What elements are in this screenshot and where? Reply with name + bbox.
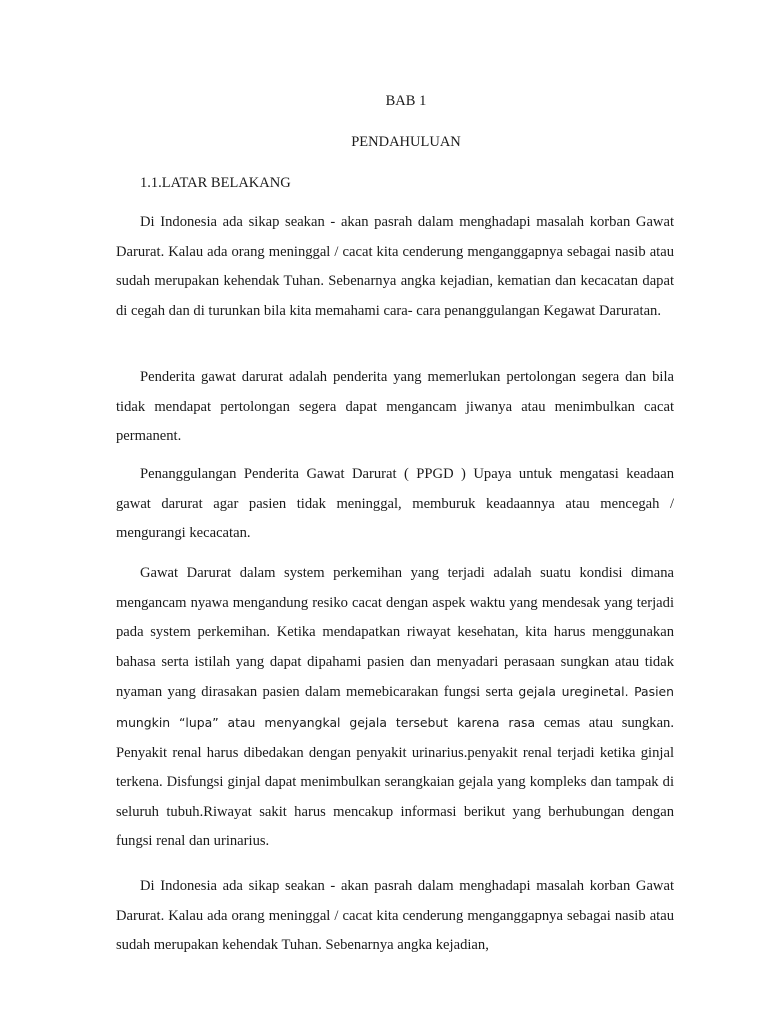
paragraph-1: Di Indonesia ada sikap seakan - akan pasrah dalam menghadapi masalah korban Gawat Darurat. Kalau ada orang meninggal / cacat kita cenderung menganggapnya sebagai nasib atau sudah merupakan kehendak Tuhan. Sebenarnya angka kejadian, kematian dan kecacatan dapat di cegah dan di turunkan bila kita memahami cara- cara penanggulangan Kegawat Daruratan.: [116, 214, 674, 319]
paragraph-2: Penderita gawat darurat adalah penderita yang memerlukan pertolongan segera dan bila tidak mendapat pertolongan segera dapat mengancam jiwanya atau menimbulkan cacat permanent.: [116, 369, 674, 445]
chapter-heading: BAB 1: [385, 93, 427, 109]
paragraph-5: Di Indonesia ada sikap seakan - akan pasrah dalam menghadapi masalah korban Gawat Darurat. Kalau ada orang meninggal / cacat kita cenderung menganggapnya sebagai nasib atau sudah merupakan kehendak Tuhan. Sebenarnya angka kejadian,: [116, 878, 674, 954]
paragraph-4-part-1: Gawat Darurat dalam system perkemihan yang terjadi adalah suatu kondisi dimana mengancam nyawa mengandung resiko cacat dengan aspek waktu yang mendesak yang terjadi pada system perkemihan. Ketika mendapatkan riwayat kesehatan, kita harus menggunakan bahasa serta istilah yang dapat dipahami pasien dan menyadari perasaan sungkan atau tidak nyaman yang dirasakan pasien dalam memebicarakan fungsi serta: [116, 565, 674, 701]
paragraph-4-part-3: cemas atau sungkan. Penyakit renal harus dibedakan dengan penyakit urinarius.penyakit renal terjadi ketika ginjal terkena. Disfungsi ginjal dapat menimbulkan serangkaian gejala yang kompleks dan tampak di seluruh tubuh.Riwayat sakit harus mencakup informasi berikut yang berhubungan dengan fungsi renal dan urinarius.: [116, 714, 674, 850]
section-heading: 1.1.LATAR BELAKANG: [140, 175, 291, 191]
paragraph-4: [116, 559, 674, 857]
paragraph-4-part-2: gejala ureginetal. Pasien mungkin “lupa” atau menyangkal gejala tersebut karena rasa: [116, 684, 675, 730]
paragraph-3: Penanggulangan Penderita Gawat Darurat ( PPGD ) Upaya untuk mengatasi keadaan gawat darurat agar pasien tidak meninggal, memburuk keadaannya atau mencegah / mengurangi kecacatan.: [116, 466, 674, 542]
chapter-title: PENDAHULUAN: [351, 134, 461, 150]
